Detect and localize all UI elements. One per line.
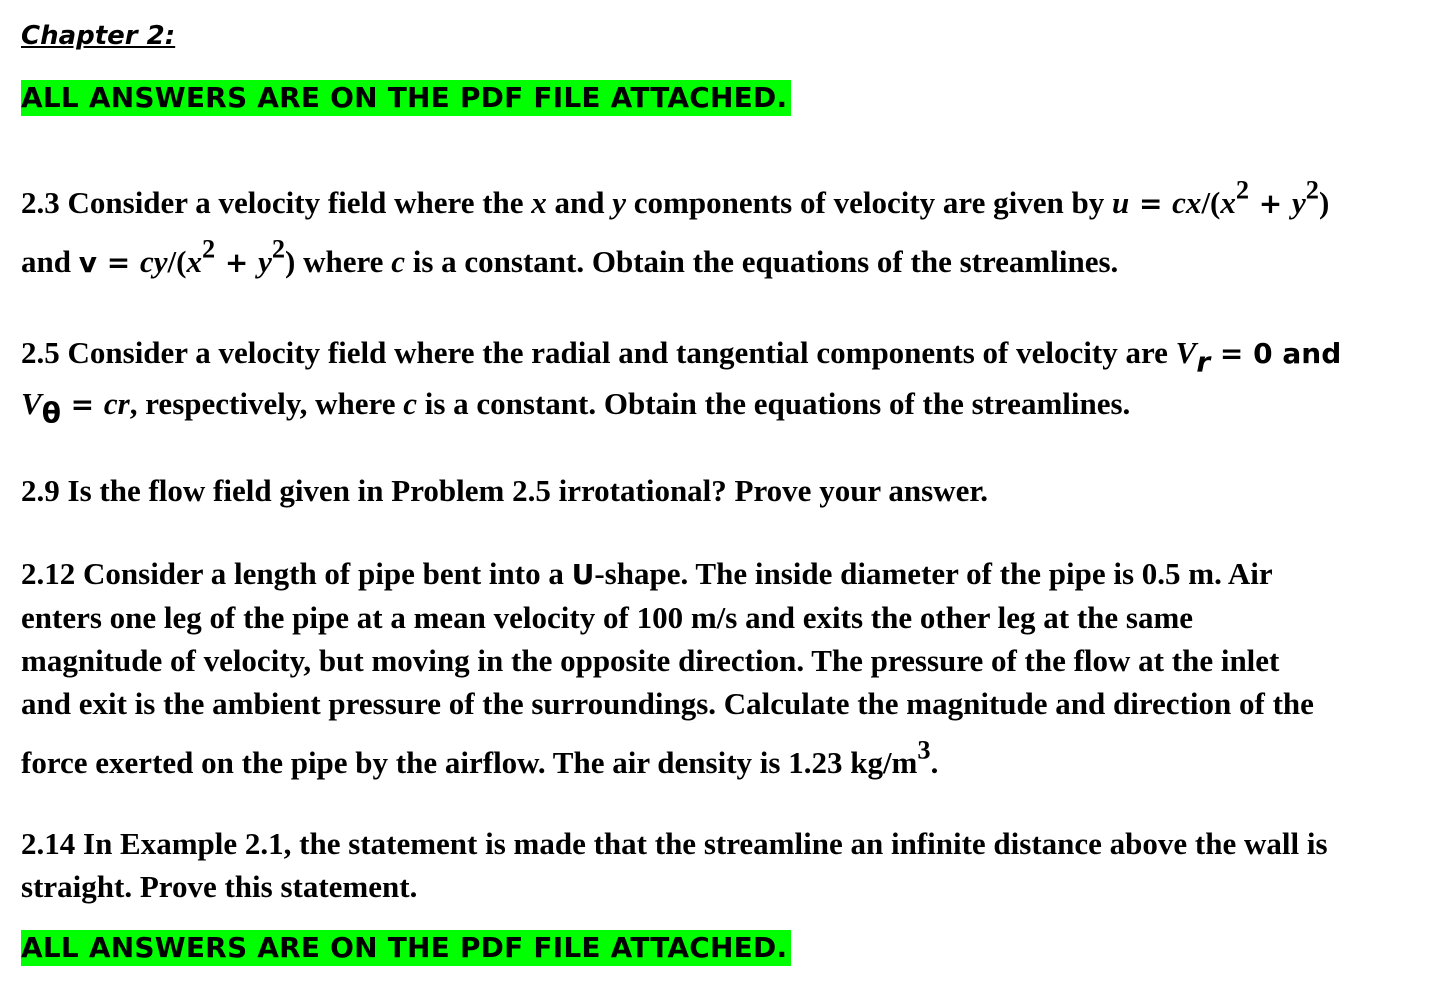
answers-banner-bottom-text: ALL ANSWERS ARE ON THE PDF FILE ATTACHED.: [21, 930, 791, 966]
chapter-heading: Chapter 2:: [21, 21, 176, 51]
problem-2-5-line-1: 2.5 Consider a velocity field where the radial and tangential components of velocity are $V_r = 0$ and: [21, 335, 1342, 379]
problem-2-3-line-2: and $v = cy/(x^2 + y^2)$ where c is a constant. Obtain the equations of the streamlines.: [21, 234, 1119, 279]
problem-2-9: [21, 470, 1421, 512]
problem-2-5: [21, 328, 1421, 430]
problem-2-5-line-2: $V_\theta$ = cr, respectively, where c is a constant. Obtain the equations of the streamlines.: [21, 386, 1131, 430]
answers-banner-top: [21, 80, 791, 116]
answers-banner-top-text: ALL ANSWERS ARE ON THE PDF FILE ATTACHED.: [21, 80, 791, 116]
answers-banner-bottom: [21, 930, 791, 966]
problem-2-12-line-2: enters one leg of the pipe at a mean velocity of 100 m/s and exits the other leg at the same: [21, 600, 1194, 635]
problem-2-3: [21, 174, 1421, 292]
problem-2-14-line-1: 2.14 In Example 2.1, the statement is made that the streamline an infinite distance above the wall is: [21, 826, 1328, 861]
problem-2-12-line-3: magnitude of velocity, but moving in the opposite direction. The pressure of the flow at the inlet: [21, 643, 1280, 678]
problem-2-14-line-2: straight. Prove this statement.: [21, 869, 418, 904]
problem-2-12-line-5: force exerted on the pipe by the airflow. The air density is 1.23 $kg/m^3$.: [21, 735, 939, 780]
problem-2-14: [21, 822, 1421, 908]
problem-2-3-line-1: 2.3 Consider a velocity field where the x and y components of velocity are given by $u = cx/(x^2 + y^2)$: [21, 175, 1330, 220]
document-page: [21, 14, 1421, 964]
problem-2-12-line-1: 2.12 Consider a length of pipe bent into a U-shape. The inside diameter of the pipe is 0.5 m. Air: [21, 556, 1273, 591]
problem-2-12-line-4: and exit is the ambient pressure of the surroundings. Calculate the magnitude and direction of the: [21, 686, 1314, 721]
problem-2-9-line-1: 2.9 Is the flow field given in Problem 2.5 irrotational? Prove your answer.: [21, 473, 988, 508]
problem-2-12: [21, 552, 1421, 784]
